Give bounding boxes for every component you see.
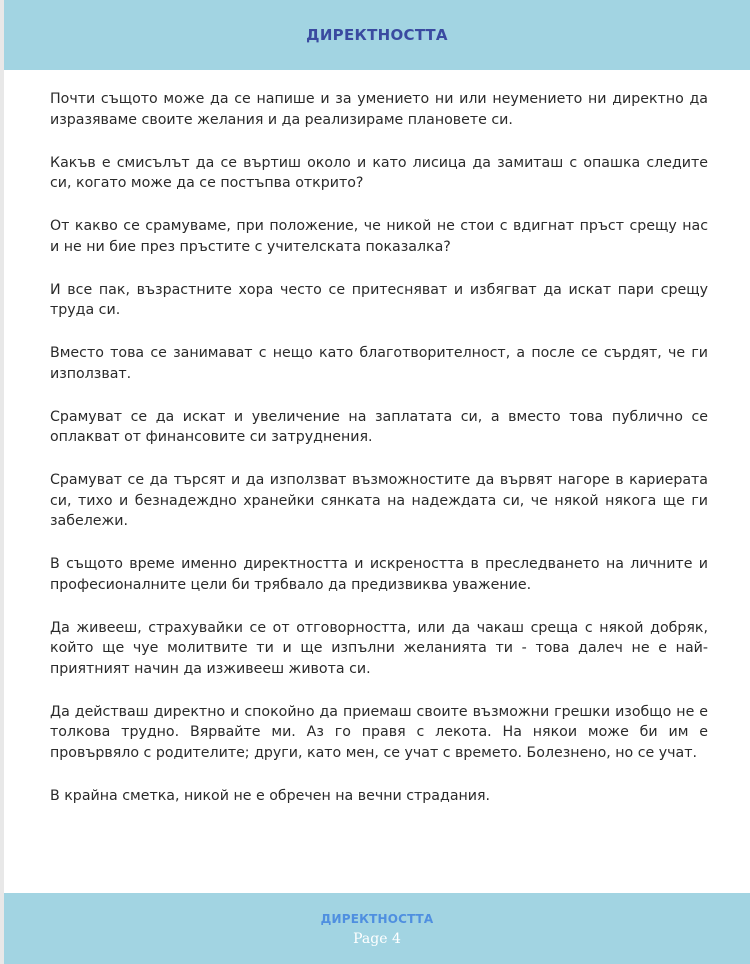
paragraph: Срамуват се да искат и увеличение на заплатата си, а вместо това публично се оплакват от финансовите си затруднения. (50, 408, 708, 445)
paragraph: В същото време именно директността и искреността в преследването на личните и професионалните цели би трябвало да предизвиква уважение. (50, 556, 708, 593)
page-header (4, 0, 750, 70)
page-edge (0, 0, 4, 964)
paragraph: От какво се срамуваме, при положение, че никой не стои с вдигнат пръст срещу нас и не ни бие през пръстите с учителската показалка? (50, 218, 708, 255)
paragraph: И все пак, възрастните хора често се притесняват и избягват да искат пари срещу труда си. (50, 281, 708, 318)
paragraph: Вместо това се занимават с нещо като благотворителност, а после се сърдят, че ги използват. (50, 345, 708, 382)
page-number: Page 4 (353, 931, 401, 947)
paragraph: Да живееш, страхувайки се от отговорността, или да чакаш среща с някой добряк, който ще чуе молитвите ти и ще изпълни желанията ти - това далеч не е най-приятният начин да изживееш живота си. (50, 619, 708, 677)
paragraph: Почти същото може да се напише и за умението ни или неумението ни директно да изразяваме своите желания и да реализираме плановете си. (50, 91, 708, 128)
page-body (50, 89, 708, 829)
footer-title: ДИРЕКТНОСТТА (320, 912, 434, 926)
paragraph: Какъв е смисълът да се въртиш около и като лисица да замиташ с опашка следите си, когато може да се постъпва открито? (50, 154, 708, 191)
paragraph: Да действаш директно и спокойно да приемаш своите възможни грешки изобщо не е толкова трудно. Вярвайте ми. Аз го правя с лекота. На някои може би им е провървяло с родителите; други, като мен, се учат с времето. Болезнено, но се учат. (50, 703, 708, 761)
paragraph: В крайна сметка, никой не е обречен на вечни страдания. (50, 787, 491, 804)
header-title: ДИРЕКТНОСТТА (306, 26, 448, 44)
page-footer (4, 893, 750, 964)
paragraph: Срамуват се да търсят и да използват възможностите да вървят нагоре в кариерата си, тихо и безнадеждно хранейки сянката на надеждата си, че някой някога ще ги забележи. (50, 472, 708, 529)
